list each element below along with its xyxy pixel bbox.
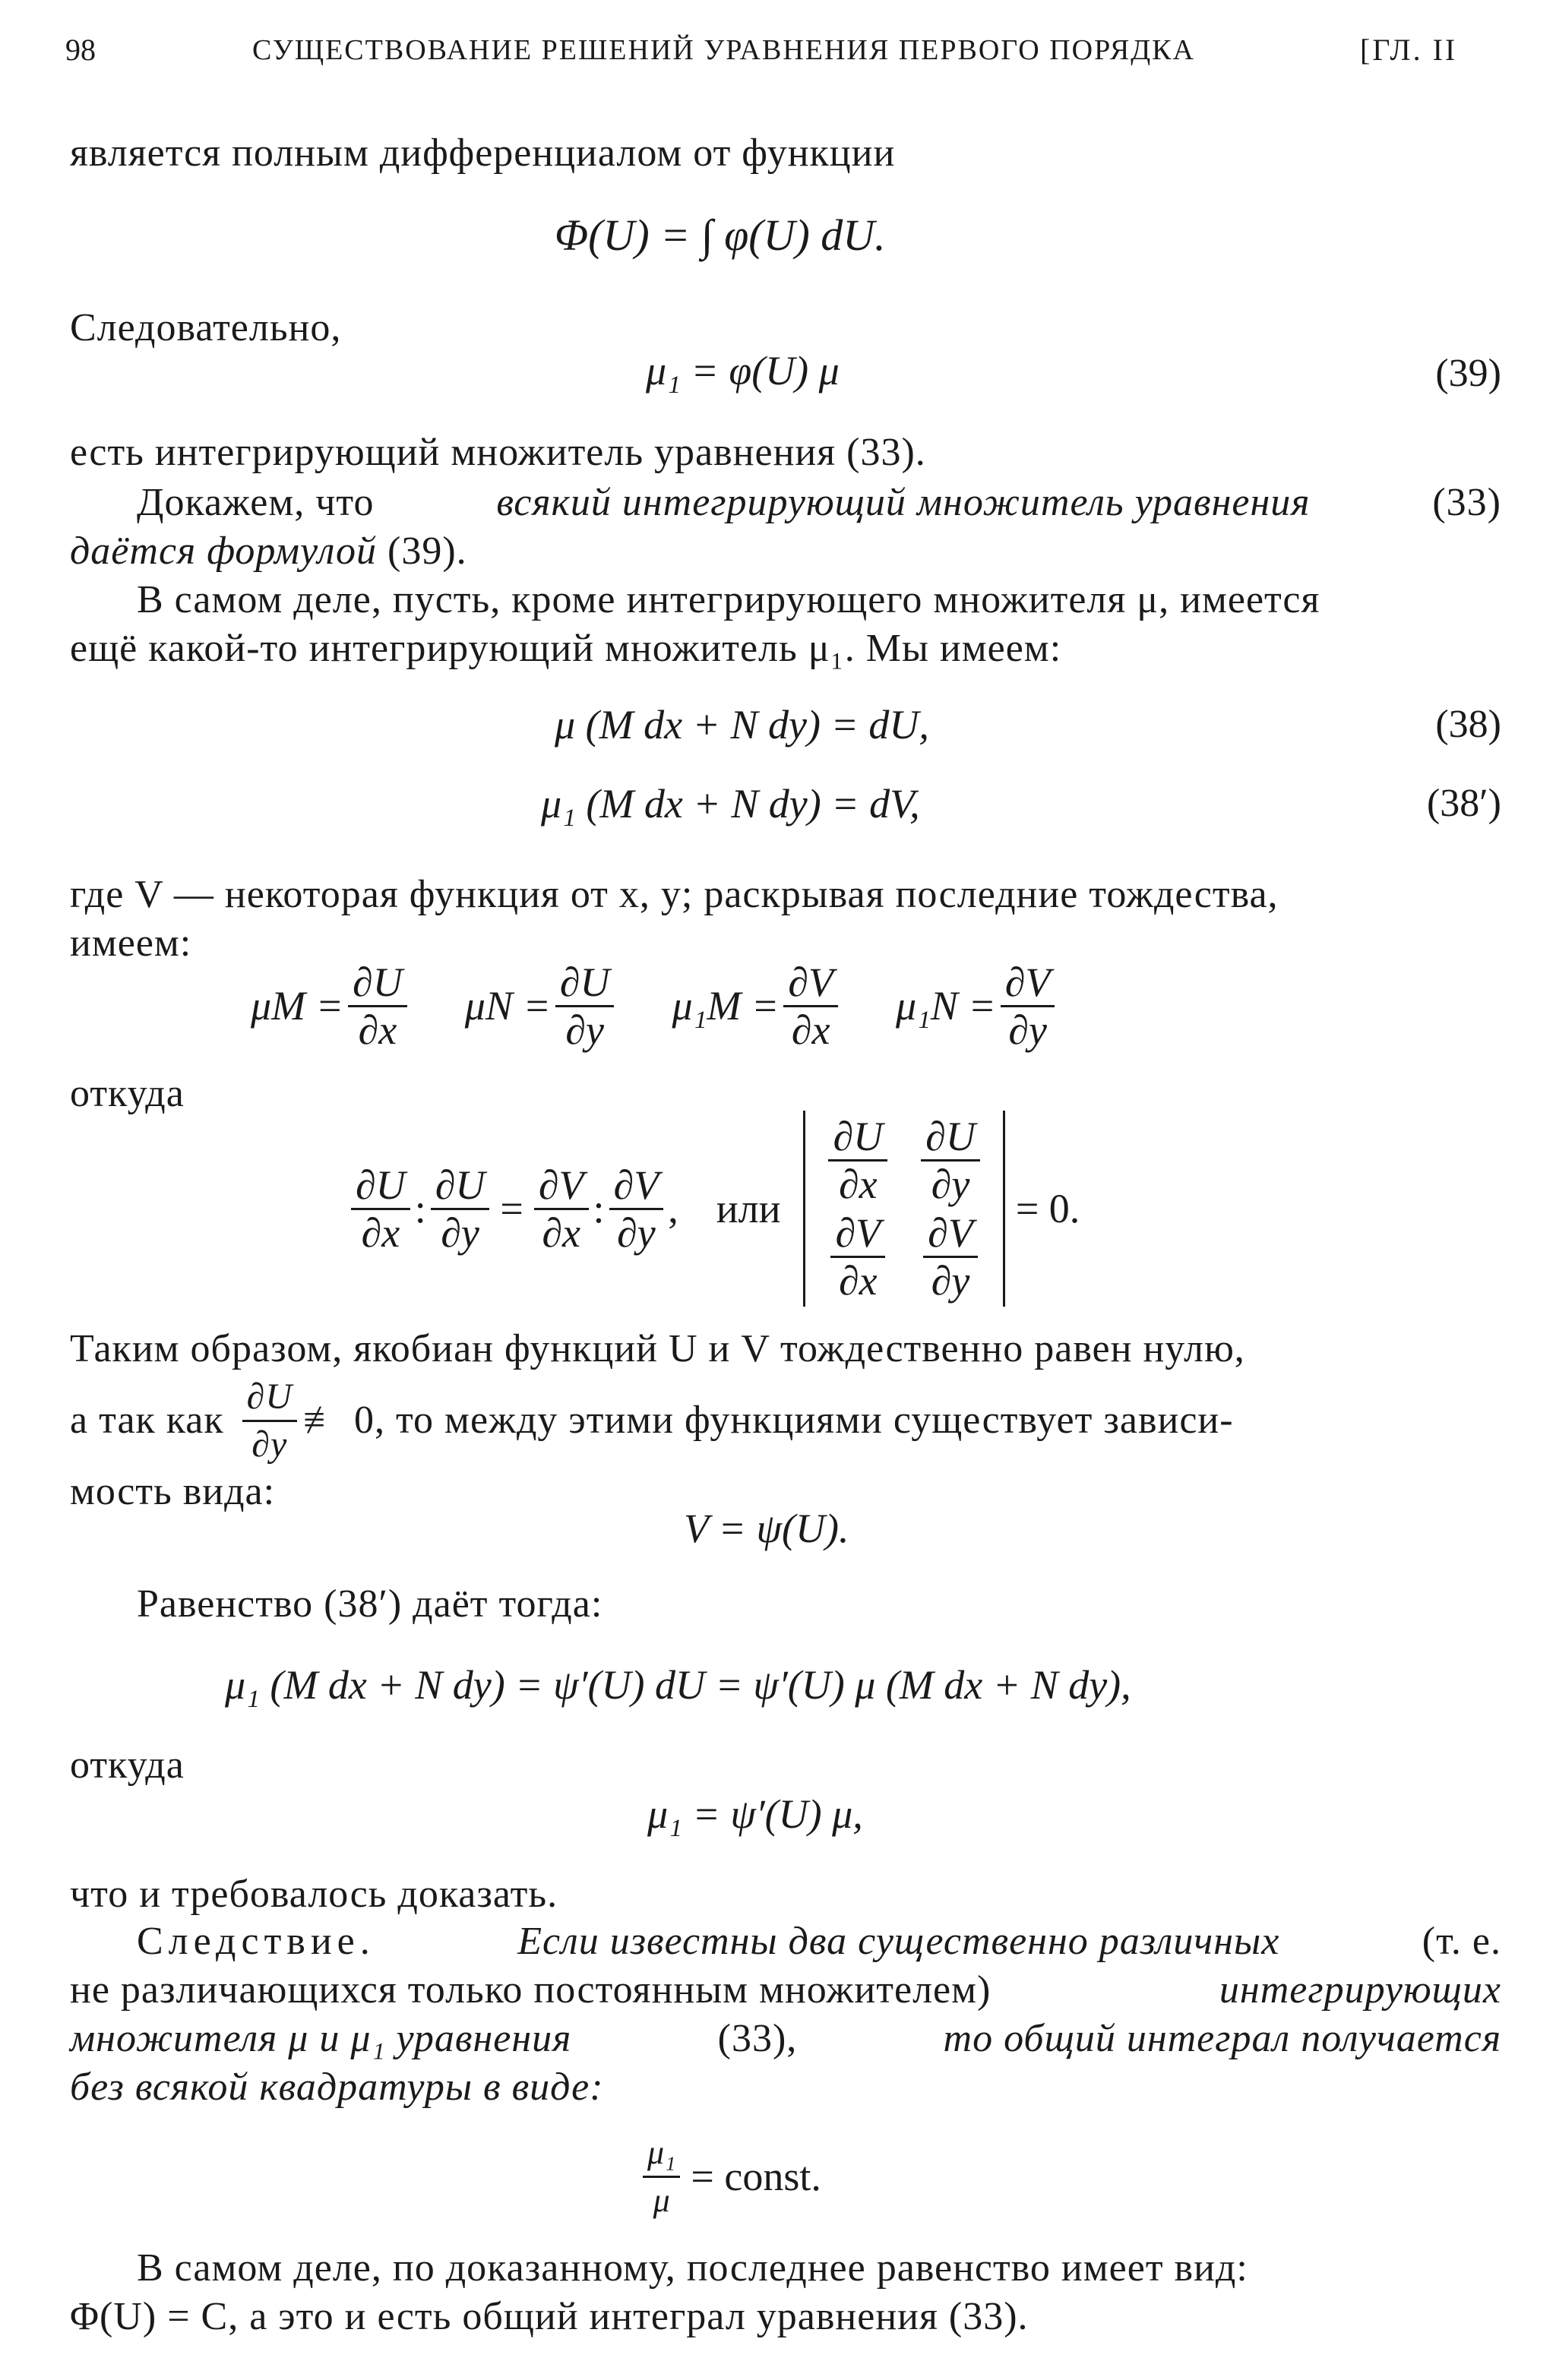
text-line: Таким образом, якобиан функций U и V тождественно равен нулю, bbox=[70, 1327, 1245, 1370]
text-line: откуда bbox=[70, 1743, 185, 1787]
text-fragment: (39). bbox=[387, 529, 467, 573]
text-line bbox=[70, 1917, 1501, 1966]
running-title: СУЩЕСТВОВАНИЕ РЕШЕНИЙ УРАВНЕНИЯ ПЕРВОГО ПОРЯДКА bbox=[252, 34, 1195, 66]
corollary-label: Следствие. bbox=[137, 1920, 375, 1963]
colon: : bbox=[414, 1186, 426, 1231]
text-line bbox=[70, 2063, 604, 2112]
fraction-dv-dy bbox=[1001, 959, 1055, 1053]
denominator: ∂x bbox=[838, 1162, 878, 1207]
denominator: ∂y bbox=[565, 1007, 604, 1053]
equation-mu1: μ₁ = ψ′(U) μ, bbox=[647, 1791, 863, 1837]
text-fragment-italic: то общий интеграл получается bbox=[943, 2017, 1501, 2060]
equation-psi: V = ψ(U). bbox=[684, 1506, 849, 1551]
text-line: В самом деле, по доказанному, последнее равенство имеет вид: bbox=[137, 2246, 1248, 2290]
text-line bbox=[70, 1966, 1501, 2015]
fraction-mu1-mu bbox=[643, 2130, 680, 2224]
equation-38-prime: μ₁ (M dx + N dy) = dV, bbox=[541, 781, 920, 827]
text-fragment: (т. е. bbox=[1422, 1920, 1501, 1963]
text-line bbox=[70, 1373, 1234, 1468]
numerator: ∂V bbox=[534, 1162, 589, 1210]
denominator: ∂y bbox=[617, 1209, 656, 1256]
text-line: мость вида: bbox=[70, 1470, 276, 1513]
text-fragment-italic: без всякой квадратуры в виде: bbox=[70, 2066, 604, 2109]
text-line: есть интегрирующий множитель уравнения (33). bbox=[70, 431, 926, 474]
mu1-m: μ₁M = bbox=[672, 983, 780, 1029]
numerator: ∂U bbox=[351, 1162, 410, 1210]
numerator: ∂V bbox=[609, 1162, 664, 1210]
text-line: имеем: bbox=[70, 921, 192, 965]
equation-const bbox=[638, 2127, 821, 2226]
fraction-du-dx bbox=[351, 1162, 410, 1256]
denominator: ∂x bbox=[838, 1258, 878, 1304]
equation-number: (39) bbox=[1435, 352, 1501, 395]
fraction-dv-dx bbox=[828, 1210, 887, 1304]
mu-m: μM = bbox=[251, 983, 344, 1029]
numerator: ∂V bbox=[830, 1210, 885, 1258]
text-line bbox=[70, 527, 467, 576]
text-line: Равенство (38′) даёт тогда: bbox=[137, 1582, 603, 1626]
mu1-n: μ₁N = bbox=[895, 983, 996, 1029]
numerator: ∂U bbox=[431, 1162, 490, 1210]
numerator: ∂V bbox=[1001, 959, 1055, 1007]
fraction-dv-dx bbox=[783, 959, 838, 1053]
numerator: ∂U bbox=[921, 1114, 980, 1162]
text-fragment-italic: всякий интегрирующий множитель уравнения bbox=[496, 481, 1311, 524]
denominator: ∂x bbox=[542, 1209, 581, 1256]
fraction-du-dx bbox=[348, 959, 407, 1053]
numerator: ∂U bbox=[242, 1374, 297, 1422]
jacobian-determinant bbox=[803, 1111, 1004, 1307]
text-line: Следовательно, bbox=[70, 306, 342, 349]
jacobian-equation: $\frac{\partial U}{\partial x}$ : $\frac{\partial U}{\partial y}$ = $\frac{\partial V}{\partial x}$ : $\frac{\partial V}{\partial y}$ , или $\frac{\partial U}{\partial x}$ $\frac{\partial U}{\partial y}$ $\frac{\partial V}{\partial x}$ $\frac{\partial V}{\partial y}$ = 0. bbox=[346, 1114, 1080, 1304]
numerator: ∂U bbox=[348, 959, 407, 1007]
text-fragment-italic: даётся формулой bbox=[70, 529, 378, 573]
text-fragment: (33), bbox=[717, 2017, 798, 2060]
partial-derivative-equations bbox=[251, 959, 1059, 1053]
text-line: В самом деле, пусть, кроме интегрирующего множителя μ, имеется bbox=[137, 578, 1320, 621]
equals-zero: = 0. bbox=[1015, 1186, 1080, 1231]
text-fragment: а так как bbox=[70, 1399, 224, 1442]
denominator: ∂y bbox=[931, 1162, 970, 1207]
numerator: ∂V bbox=[923, 1210, 978, 1258]
denominator: ∂x bbox=[361, 1209, 400, 1256]
text-line: ещё какой-то интегрирующий множитель μ₁. Мы имеем: bbox=[70, 627, 1062, 670]
text-line: где V — некоторая функция от x, y; раскрывая последние тождества, bbox=[70, 873, 1279, 916]
chapter-marker: [ГЛ. II bbox=[1360, 33, 1458, 67]
text-line bbox=[70, 2015, 1501, 2063]
fraction-dv-dy bbox=[609, 1162, 664, 1256]
fraction-du-dy bbox=[242, 1374, 297, 1468]
text-fragment: Докажем, что bbox=[137, 481, 375, 524]
const-rhs: = const. bbox=[691, 2154, 821, 2199]
denominator: ∂y bbox=[251, 1424, 288, 1465]
text-fragment-italic: интегрирующих bbox=[1219, 1968, 1501, 2012]
text-line: Φ(U) = C, а это и есть общий интеграл уравнения (33). bbox=[70, 2295, 1029, 2338]
equation-number: (38′) bbox=[1426, 782, 1501, 825]
denominator: ∂y bbox=[441, 1209, 479, 1256]
numerator: ∂U bbox=[828, 1114, 887, 1162]
numerator: ∂V bbox=[783, 959, 838, 1007]
text-fragment: (33) bbox=[1432, 481, 1501, 524]
denominator: ∂x bbox=[358, 1007, 397, 1053]
colon: : bbox=[593, 1186, 605, 1231]
numerator: μ₁ bbox=[643, 2130, 680, 2178]
text-line: является полным дифференциалом от функции bbox=[70, 131, 896, 175]
mu-n: μN = bbox=[464, 983, 551, 1029]
word-ili: или bbox=[716, 1186, 781, 1231]
equation-chain: μ₁ (M dx + N dy) = ψ′(U) dU = ψ′(U) μ (M dx + N dy), bbox=[225, 1662, 1131, 1708]
fraction-dv-dx bbox=[534, 1162, 589, 1256]
numerator: ∂U bbox=[555, 959, 615, 1007]
text-line: что и требовалось доказать. bbox=[70, 1873, 558, 1916]
equation-39: μ₁ = φ(U) μ bbox=[646, 348, 840, 394]
equals-sign: = bbox=[500, 1186, 523, 1231]
denominator: ∂y bbox=[1008, 1007, 1047, 1053]
text-line bbox=[70, 479, 1501, 527]
equation-38: μ (M dx + N dy) = dU, bbox=[555, 702, 929, 748]
equation-phi: Φ(U) = ∫ φ(U) dU. bbox=[555, 210, 886, 260]
denominator: ∂y bbox=[931, 1258, 970, 1304]
page-number: 98 bbox=[65, 33, 96, 67]
fraction-du-dy bbox=[921, 1114, 980, 1207]
denominator: μ bbox=[653, 2181, 670, 2219]
text-fragment-italic: Если известны два существенно различных bbox=[517, 1920, 1280, 1963]
text-fragment: не различающихся только постоянным множителем) bbox=[70, 1968, 991, 2012]
fraction-du-dy bbox=[431, 1162, 490, 1256]
equation-number: (38) bbox=[1435, 703, 1501, 746]
fraction-du-dx bbox=[828, 1114, 887, 1207]
denominator: ∂x bbox=[791, 1007, 830, 1053]
text-line: откуда bbox=[70, 1072, 185, 1115]
fraction-dv-dy bbox=[921, 1210, 980, 1304]
text-fragment-italic: множителя μ и μ₁ уравнения bbox=[70, 2017, 572, 2060]
text-fragment: ≢ 0, то между этими функциями существует зависи- bbox=[303, 1399, 1234, 1442]
fraction-du-dy bbox=[555, 959, 615, 1053]
